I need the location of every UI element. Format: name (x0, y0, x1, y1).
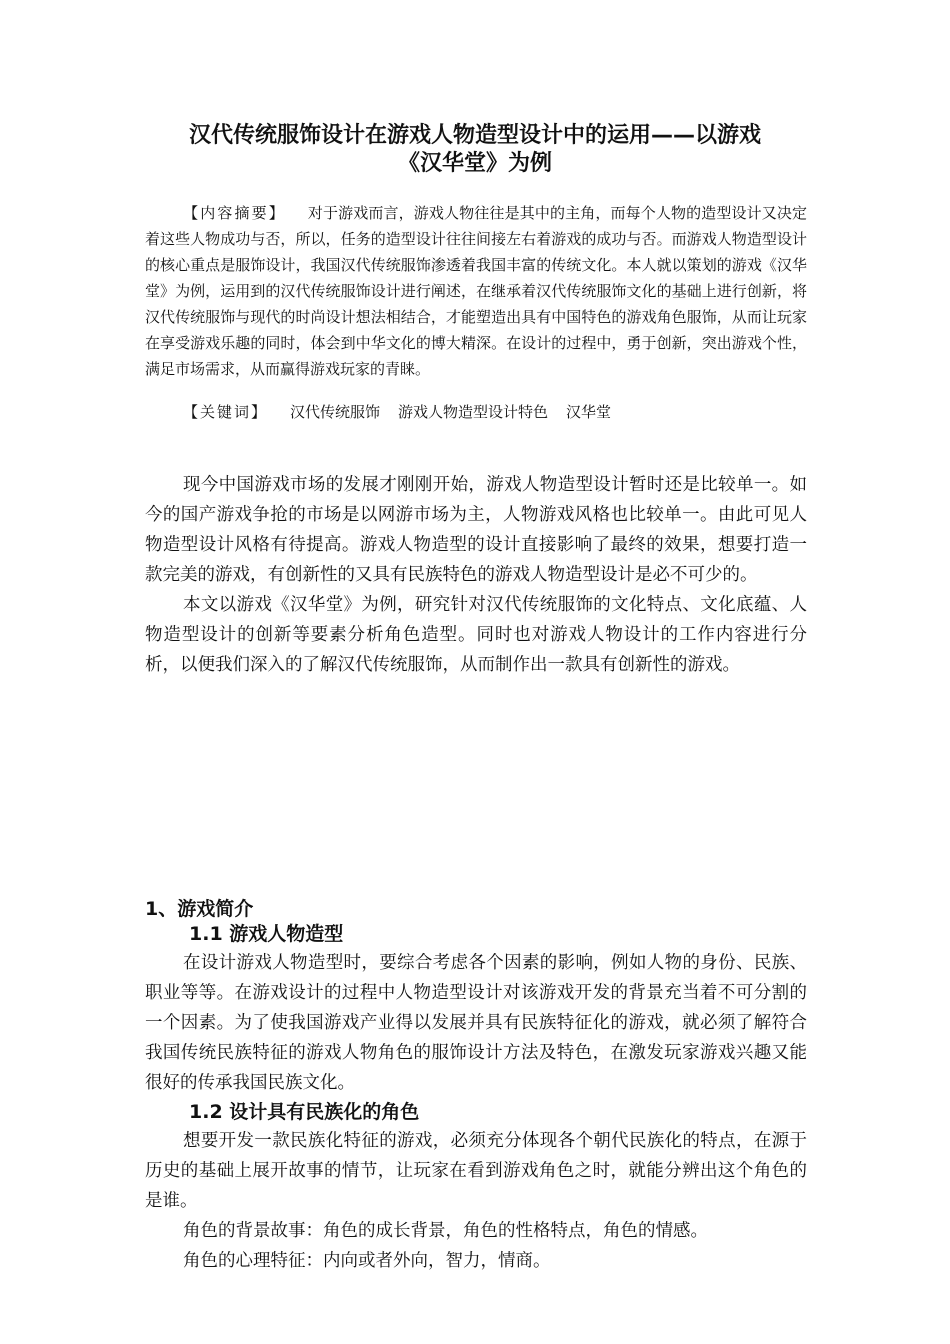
section-1-body (145, 920, 807, 1276)
keyword-item: 游戏人物造型设计特色 (398, 403, 549, 421)
keywords-label: 【关键词】 (183, 403, 269, 421)
intro-paragraph: 现今中国游戏市场的发展才刚刚开始，游戏人物造型设计暂时还是比较单一。如今的国产游戏争抢的市场是以网游市场为主，人物游戏风格也比较单一。由此可见人物造型设计风格有待提高。游戏人物造型的设计直接影响了最终的效果，想要打造一款完美的游戏，有创新性的又具有民族特色的游戏人物造型设计是必不可少的。 (145, 475, 807, 585)
body-paragraph: 角色的背景故事：角色的成长背景，角色的性格特点，角色的情感。 (183, 1221, 708, 1241)
abstract (145, 200, 807, 382)
body-paragraph: 在设计游戏人物造型时，要综合考虑各个因素的影响，例如人物的身份、民族、职业等等。在游戏设计的过程中人物造型设计对该游戏开发的背景充当着不可分割的一个因素。为了使我国游戏产业得以发展并具有民族特征化的游戏，就必须了解符合我国传统民族特征的游戏人物角色的服饰设计方法及特色，在激发玩家游戏兴趣又能很好的传承我国民族文化。 (145, 953, 807, 1093)
abstract-text: 对于游戏而言，游戏人物往往是其中的主角，而每个人物的造型设计又决定着这些人物成功与否，所以，任务的造型设计往往间接左右着游戏的成功与否。而游戏人物造型设计的核心重点是服饰设计，我国汉代传统服饰渗透着我国丰富的传统文化。本人就以策划的游戏《汉华堂》为例，运用到的汉代传统服饰设计进行阐述，在继承着汉代传统服饰文化的基础上进行创新，将汉代传统服饰与现代的时尚设计想法相结合，才能塑造出具有中国特色的游戏角色服饰，从而让玩家在享受游戏乐趣的同时，体会到中华文化的博大精深。在设计的过程中，勇于创新，突出游戏个性，满足市场需求，从而赢得游戏玩家的青睐。 (145, 204, 807, 378)
subsection-heading: 1.1 游戏人物造型 (189, 923, 344, 945)
subsection-heading: 1.2 设计具有民族化的角色 (189, 1101, 420, 1123)
keyword-item: 汉代传统服饰 (290, 403, 381, 421)
section-heading: 1、游戏简介 (145, 898, 254, 920)
paper-title-line2: 《汉华堂》为例 (397, 151, 552, 176)
intro-paragraph: 本文以游戏《汉华堂》为例，研究针对汉代传统服饰的文化特点、文化底蕴、人物造型设计的创新等要素分析角色造型。同时也对游戏人物设计的工作内容进行分析，以便我们深入的了解汉代传统服饰，从而制作出一款具有创新性的游戏。 (145, 595, 807, 675)
body-paragraph: 角色的心理特征：内向或者外向，智力，情商。 (183, 1251, 551, 1271)
paper-title-line1: 汉代传统服饰设计在游戏人物造型设计中的运用——以游戏 (188, 123, 761, 148)
keyword-item: 汉华堂 (566, 403, 612, 421)
paper-title (120, 122, 830, 178)
body-paragraph: 想要开发一款民族化特征的游戏，必须充分体现各个朝代民族化的特点，在源于历史的基础上展开故事的情节，让玩家在看到游戏角色之时，就能分辨出这个角色的是谁。 (145, 1131, 807, 1211)
keywords (183, 400, 629, 424)
introduction (145, 470, 807, 680)
abstract-label: 【内容摘要】 (183, 204, 286, 222)
